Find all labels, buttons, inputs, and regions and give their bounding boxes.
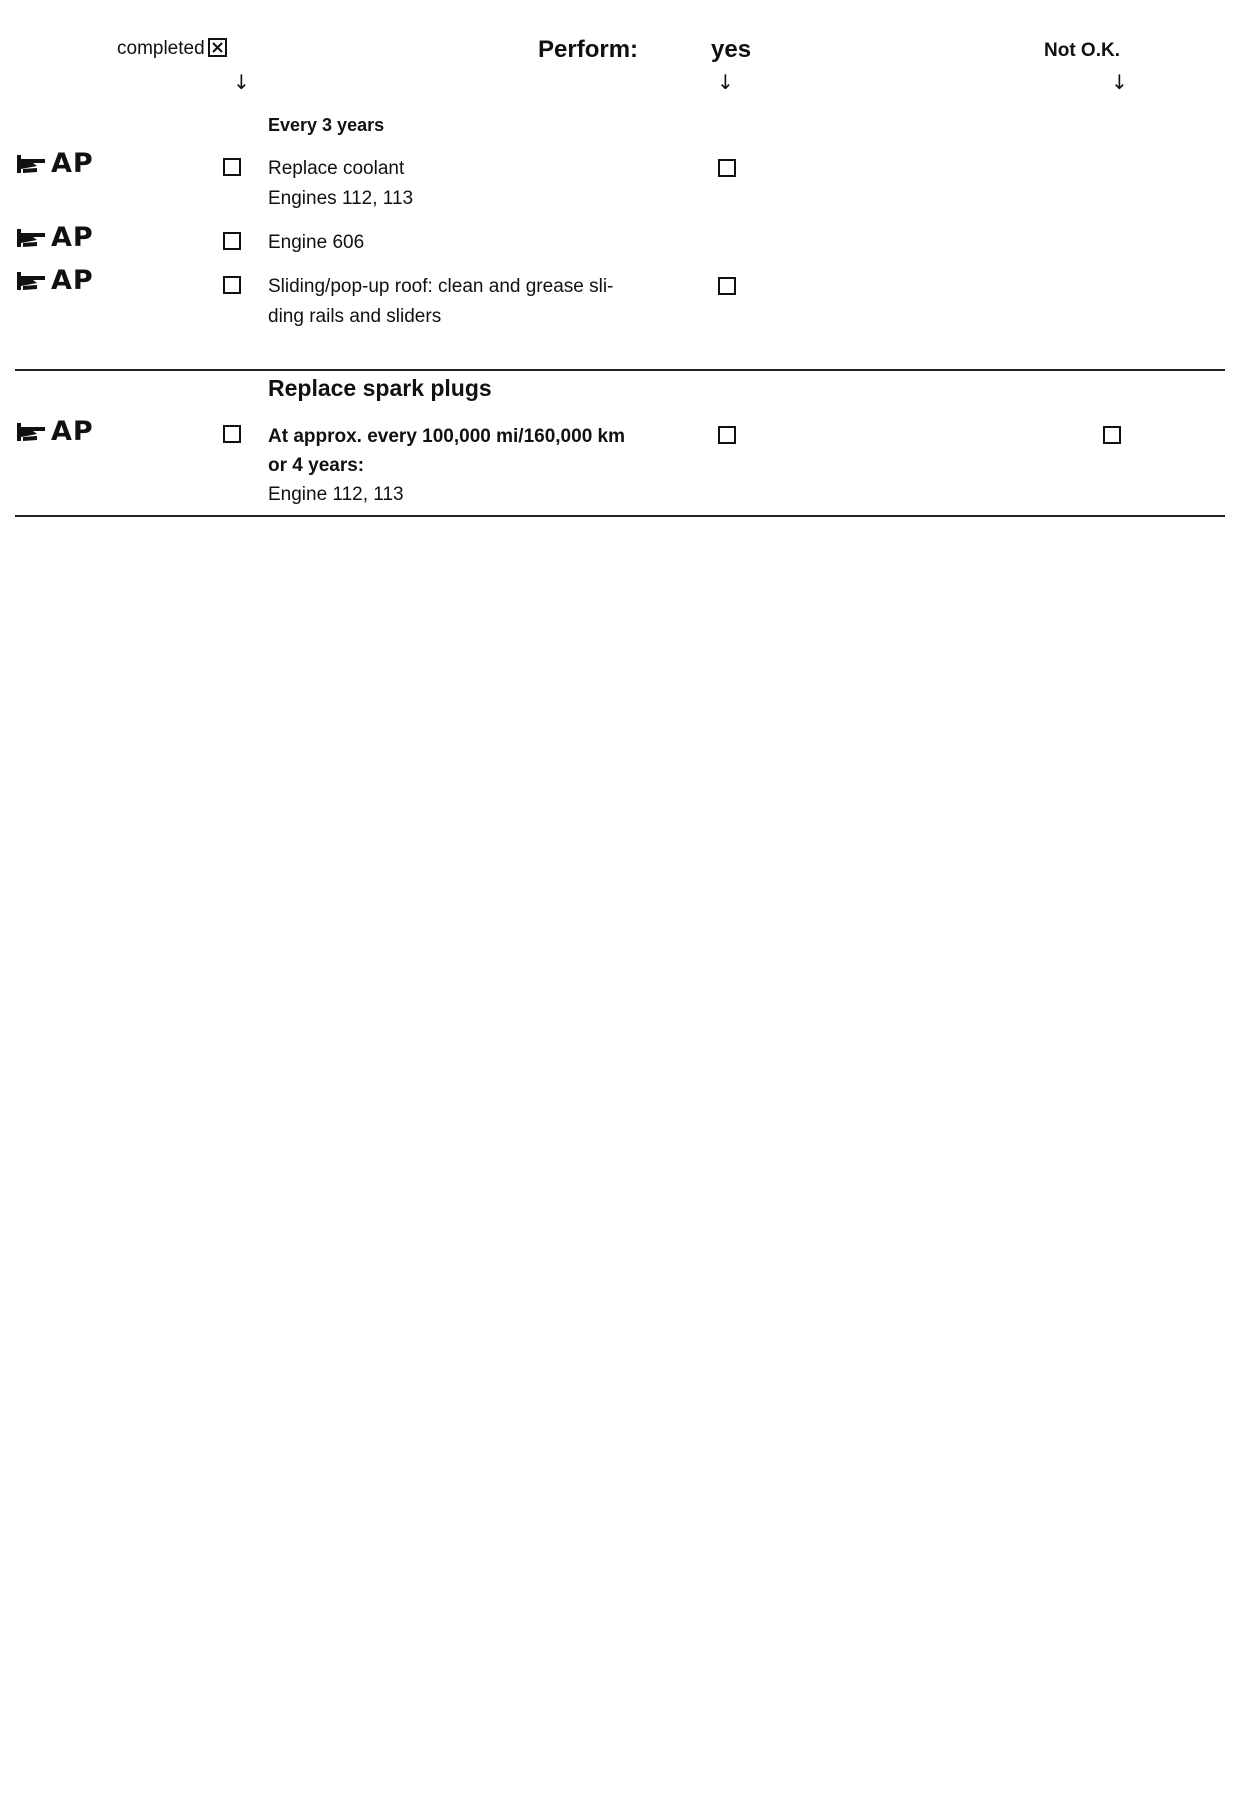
task-text-line: At approx. every 100,000 mi/160,000 km: [268, 426, 626, 447]
completed-header: [117, 38, 227, 60]
ap-label: AP: [51, 416, 94, 447]
task-text-line: Engines 112, 113: [268, 188, 414, 209]
perform-label: Perform:: [538, 36, 639, 63]
ap-label: AP: [51, 265, 94, 296]
completed-checkbox[interactable]: [223, 425, 241, 443]
pointing-hand-icon: [15, 419, 49, 445]
ap-marker: [15, 265, 94, 296]
interval-label: Every 3 years: [268, 115, 385, 135]
task-text-line: Sliding/pop-up roof: clean and grease sli-: [268, 276, 614, 297]
ap-marker: [15, 222, 94, 253]
ap-marker: [15, 148, 94, 179]
completed-arrow-icon: ↓: [233, 70, 250, 94]
section-divider: [15, 369, 1225, 371]
checked-box-icon: [208, 38, 227, 57]
ap-label: AP: [51, 222, 94, 253]
pointing-hand-icon: [15, 225, 49, 251]
task-text-line: Replace coolant: [268, 158, 405, 179]
section-title: Replace spark plugs: [268, 375, 492, 401]
section-divider: [15, 515, 1225, 517]
pointing-hand-icon: [15, 268, 49, 294]
yes-arrow-icon: ↓: [717, 70, 734, 94]
task-text-line: [268, 451, 364, 480]
ap-marker: [15, 416, 94, 447]
completed-label: completed: [117, 38, 205, 59]
not-ok-arrow-icon: ↓: [1111, 70, 1128, 94]
ap-label: AP: [51, 148, 94, 179]
yes-column-label: yes: [711, 36, 752, 63]
completed-checkbox[interactable]: [223, 158, 241, 176]
pointing-hand-icon: [15, 151, 49, 177]
completed-checkbox[interactable]: [223, 232, 241, 250]
task-text-line: ding rails and sliders: [268, 306, 442, 327]
yes-checkbox[interactable]: [718, 277, 736, 295]
task-text-line-bold: or 4 years:: [268, 455, 365, 476]
not-ok-checkbox[interactable]: [1103, 426, 1121, 444]
yes-checkbox[interactable]: [718, 426, 736, 444]
yes-checkbox[interactable]: [718, 159, 736, 177]
task-text-line: Engine 606: [268, 232, 365, 253]
not-ok-column-label: Not O.K.: [1044, 40, 1120, 61]
task-text-line: Engine 112, 113: [268, 484, 404, 505]
completed-checkbox[interactable]: [223, 276, 241, 294]
